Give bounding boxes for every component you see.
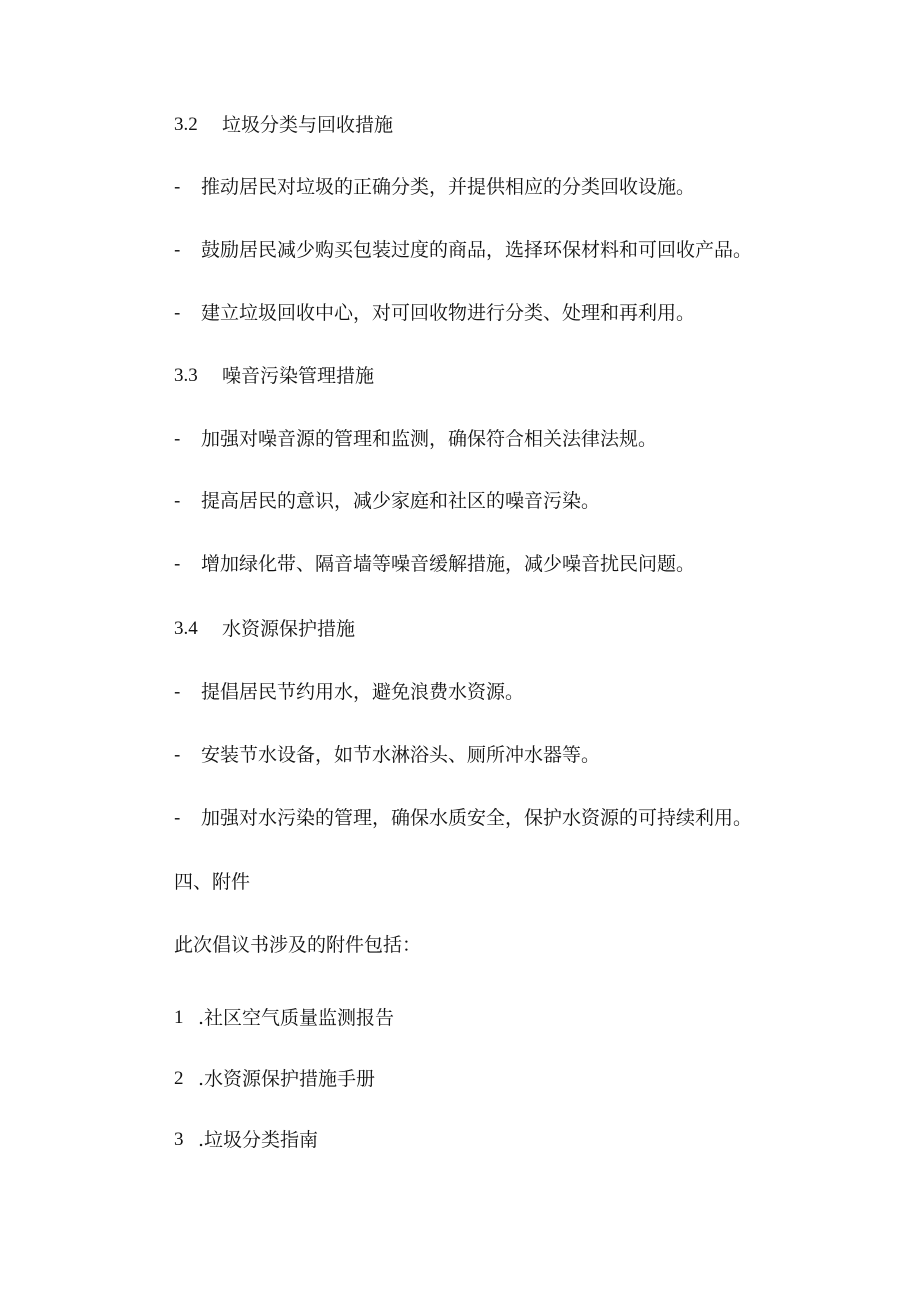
- list-item-text: 提倡居民节约用水，避免浪费水资源。: [201, 681, 525, 703]
- attachment-number: 3: [174, 1129, 184, 1150]
- list-item-text: 加强对水污染的管理，确保水质安全，保护水资源的可持续利用。: [201, 807, 753, 829]
- section-title: 噪音污染管理措施: [222, 365, 375, 387]
- list-item-text: 提高居民的意识，减少家庭和社区的噪音污染。: [201, 490, 601, 512]
- section-number: 3.3: [174, 365, 198, 386]
- attachment-text: .水资源保护措施手册: [198, 1068, 376, 1090]
- attachment-text: .社区空气质量监测报告: [198, 1007, 395, 1029]
- bullet-dash: -: [174, 428, 181, 450]
- attachments-intro-text: 此次倡议书涉及的附件包括：: [174, 934, 422, 956]
- bullet-dash: -: [174, 807, 181, 829]
- section-title: 水资源保护措施: [222, 618, 356, 640]
- attachment-number: 1: [174, 1007, 184, 1028]
- section-number: 3.4: [174, 618, 198, 639]
- list-item-text: 安装节水设备，如节水淋浴头、厕所冲水器等。: [201, 744, 601, 766]
- bullet-dash: -: [174, 744, 181, 766]
- list-item-text: 鼓励居民减少购买包装过度的商品，选择环保材料和可回收产品。: [201, 239, 753, 261]
- bullet-dash: -: [174, 302, 181, 324]
- section-number: 3.2: [174, 114, 198, 135]
- attachments-heading-text: 四、附件: [174, 871, 251, 893]
- bullet-dash: -: [174, 176, 181, 198]
- list-item-text: 建立垃圾回收中心，对可回收物进行分类、处理和再利用。: [201, 302, 696, 324]
- attachment-text: .垃圾分类指南: [198, 1129, 319, 1151]
- list-item-text: 加强对噪音源的管理和监测，确保符合相关法律法规。: [201, 428, 658, 450]
- section-title: 垃圾分类与回收措施: [222, 114, 394, 136]
- attachment-number: 2: [174, 1068, 184, 1089]
- bullet-dash: -: [174, 239, 181, 261]
- bullet-dash: -: [174, 681, 181, 703]
- list-item-text: 增加绿化带、隔音墙等噪音缓解措施，减少噪音扰民问题。: [201, 553, 696, 575]
- bullet-dash: -: [174, 553, 181, 575]
- list-item-text: 推动居民对垃圾的正确分类，并提供相应的分类回收设施。: [201, 176, 696, 198]
- bullet-dash: -: [174, 490, 181, 512]
